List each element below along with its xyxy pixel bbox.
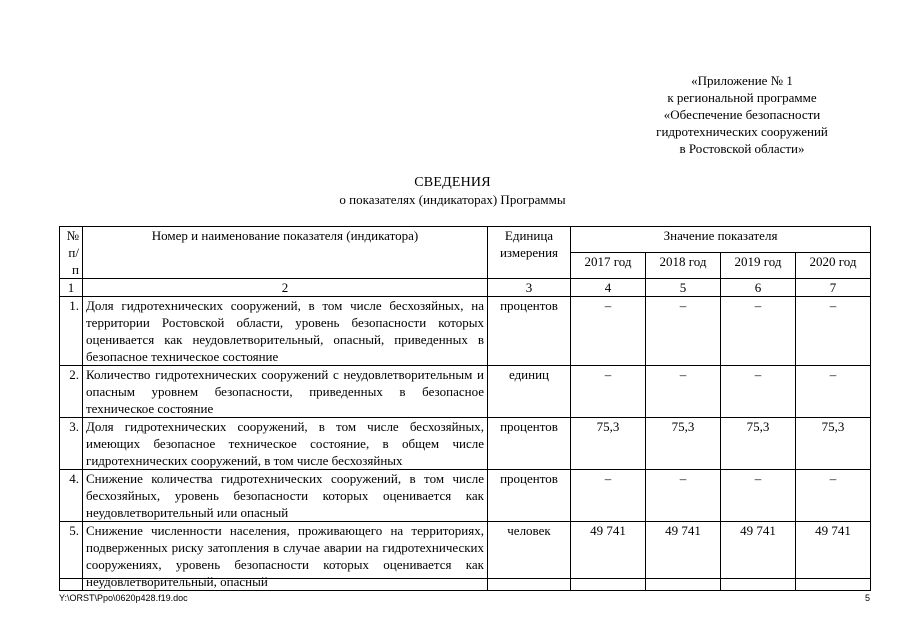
header-unit: Единица измерения <box>488 227 571 279</box>
row-num: 1. <box>60 297 83 366</box>
row-unit: единиц <box>488 366 571 418</box>
row-num: 2. <box>60 366 83 418</box>
indicators-table <box>59 226 871 591</box>
appendix-line: «Обеспечение безопасности <box>663 107 821 122</box>
document-title <box>0 174 905 208</box>
appendix-line: «Приложение № 1 <box>691 73 793 88</box>
row-num: 4. <box>60 470 83 522</box>
column-number: 1 <box>60 279 83 297</box>
header-year: 2018 год <box>646 253 721 279</box>
row-value: 49 741 <box>646 522 721 591</box>
table-row <box>60 297 871 366</box>
table-row <box>60 366 871 418</box>
header-year: 2020 год <box>796 253 871 279</box>
column-number: 4 <box>571 279 646 297</box>
row-name: Снижение численности населения, проживающего на территориях, подверженных риску затопления в случае аварии на гидротехнических сооружениях, уровень безопасности которых оценивается как неудовлетворительный, опасный <box>83 522 488 591</box>
row-num: 3. <box>60 418 83 470</box>
row-value: – <box>796 470 871 522</box>
row-num: 5. <box>60 522 83 591</box>
table-row <box>60 522 871 591</box>
row-value: – <box>721 470 796 522</box>
appendix-line: в Ростовской области» <box>679 141 805 156</box>
row-name: Снижение количества гидротехнических сооружений, в том числе бесхозяйных, уровень безопасности которых оценивается как неудовлетворительный или опасный <box>83 470 488 522</box>
appendix-line: гидротехнических сооружений <box>656 124 828 139</box>
row-value: 75,3 <box>646 418 721 470</box>
appendix-line: к региональной программе <box>667 90 817 105</box>
row-value: – <box>646 297 721 366</box>
header-row <box>60 227 871 253</box>
header-year: 2017 год <box>571 253 646 279</box>
row-value: – <box>571 366 646 418</box>
row-value: 75,3 <box>796 418 871 470</box>
header-name: Номер и наименование показателя (индикатора) <box>83 227 488 279</box>
footer-page-number: 5 <box>864 593 870 603</box>
table-row <box>60 418 871 470</box>
appendix-note <box>620 72 864 157</box>
header-num: № п/п <box>60 227 83 279</box>
column-number: 7 <box>796 279 871 297</box>
column-number: 5 <box>646 279 721 297</box>
row-value: – <box>571 470 646 522</box>
footer-file-path: Y:\ORST\Ppo\0620p428.f19.doc <box>59 593 188 603</box>
row-value: – <box>721 297 796 366</box>
title-main: СВЕДЕНИЯ <box>414 175 491 190</box>
row-value: – <box>571 297 646 366</box>
row-name: Количество гидротехнических сооружений с неудовлетворительным и опасным уровнем безопасности, приведенных в безопасное техническое состояние <box>83 366 488 418</box>
row-value: 49 741 <box>571 522 646 591</box>
row-name: Доля гидротехнических сооружений, в том числе бесхозяйных, на территории Ростовской области, уровень безопасности которых оценивается как неудовлетворительный, опасный, приведенных в безопасное техническое состояние <box>83 297 488 366</box>
row-value: 49 741 <box>721 522 796 591</box>
row-name: Доля гидротехнических сооружений, в том числе бесхозяйных, имеющих безопасное техническое состояние, в общем числе гидротехнических сооружений, в том числе бесхозяйных <box>83 418 488 470</box>
row-value: 49 741 <box>796 522 871 591</box>
page-bottom-rule <box>59 578 870 579</box>
column-number: 3 <box>488 279 571 297</box>
row-value: – <box>796 297 871 366</box>
column-number-row <box>60 279 871 297</box>
row-value: – <box>721 366 796 418</box>
row-value: 75,3 <box>571 418 646 470</box>
row-unit: человек <box>488 522 571 591</box>
row-value: – <box>796 366 871 418</box>
row-value: – <box>646 470 721 522</box>
row-unit: процентов <box>488 418 571 470</box>
column-number: 2 <box>83 279 488 297</box>
table-row <box>60 470 871 522</box>
column-number: 6 <box>721 279 796 297</box>
row-unit: процентов <box>488 470 571 522</box>
header-value-group: Значение показателя <box>571 227 871 253</box>
row-value: 75,3 <box>721 418 796 470</box>
title-subtitle: о показателях (индикаторах) Программы <box>339 192 566 207</box>
row-value: – <box>646 366 721 418</box>
header-year: 2019 год <box>721 253 796 279</box>
row-unit: процентов <box>488 297 571 366</box>
